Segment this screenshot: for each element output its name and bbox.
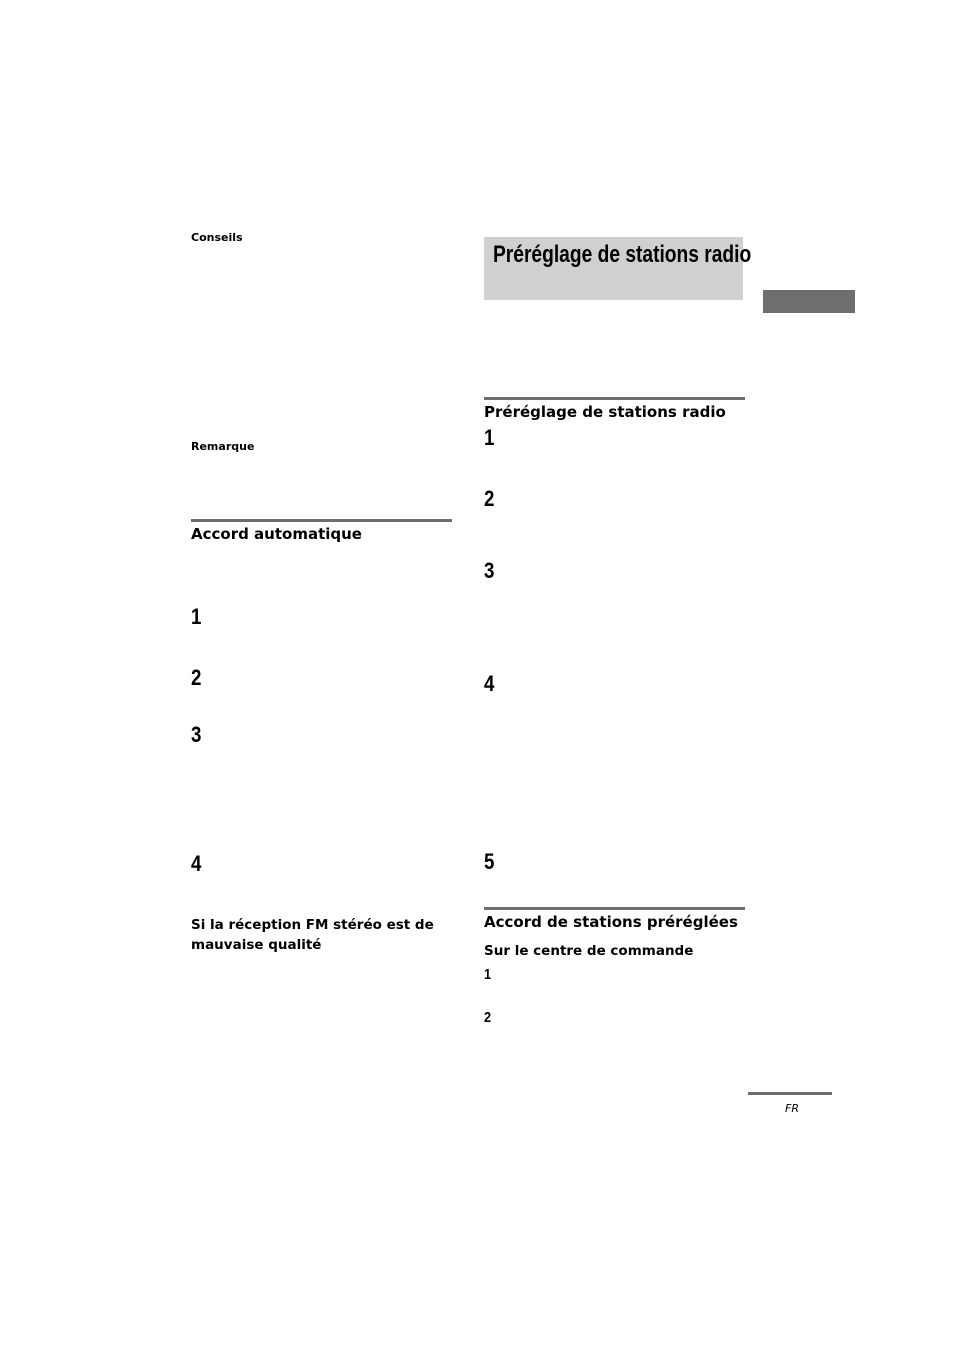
section-title-preset-tuning: Accord de stations préréglées (484, 913, 738, 931)
section-divider-preset-tuning (484, 907, 745, 910)
step-number: 2 (484, 1009, 492, 1026)
tips-label: Conseils (191, 231, 243, 244)
page-language-code: FR (785, 1102, 799, 1115)
step-number: 3 (191, 722, 202, 747)
fm-reception-heading: Si la réception FM stéréo est de mauvaise qualité (191, 917, 434, 953)
section-title-auto-tuning: Accord automatique (191, 525, 362, 543)
step-number: 2 (191, 665, 202, 690)
step-number: 4 (191, 851, 202, 876)
section-divider-auto-tuning (191, 519, 452, 522)
section-title-presetting: Préréglage de stations radio (484, 403, 726, 421)
note-label: Remarque (191, 440, 255, 453)
step-number: 2 (484, 486, 495, 511)
control-center-subheading: Sur le centre de commande (484, 943, 694, 959)
footer-divider (748, 1092, 832, 1095)
step-number: 5 (484, 849, 495, 874)
step-number: 4 (484, 671, 495, 696)
step-number: 1 (484, 966, 492, 983)
chapter-side-tab (763, 290, 855, 313)
step-number: 1 (484, 425, 495, 450)
chapter-title: Préréglage de stations radio (493, 241, 752, 268)
step-number: 1 (191, 604, 202, 629)
chapter-title-box (484, 237, 752, 300)
step-number: 3 (484, 558, 495, 583)
section-divider-presetting (484, 397, 745, 400)
